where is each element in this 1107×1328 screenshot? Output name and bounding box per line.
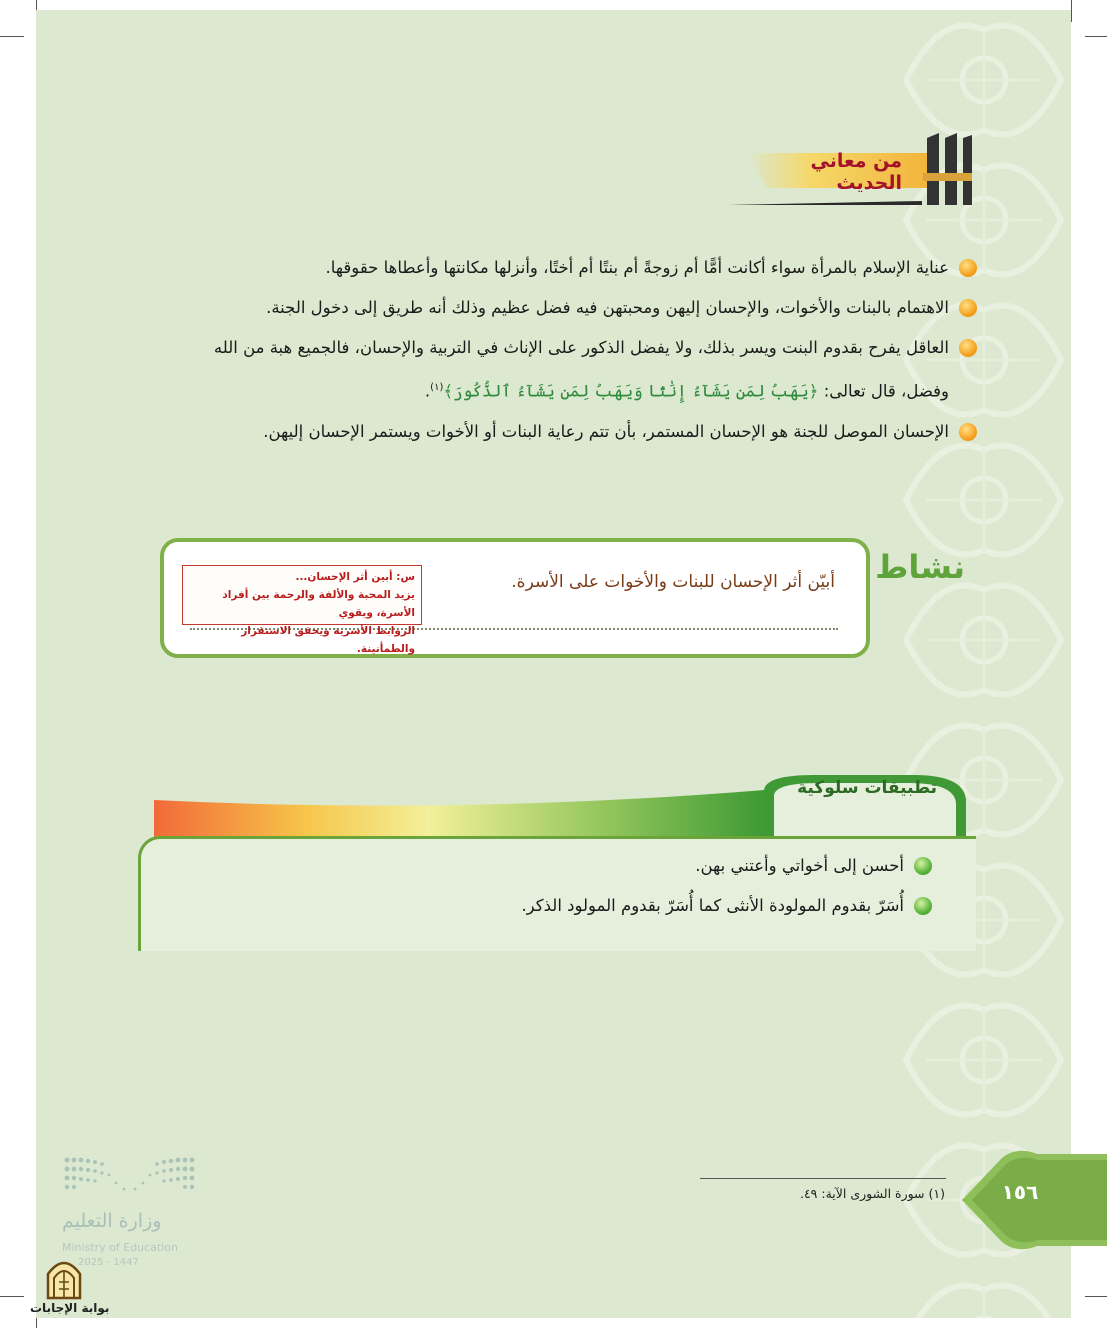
handwritten-answer (182, 565, 422, 655)
answer-line-2: الروابط الأسرية ويحقق الاستقرار والطمأنينة. (241, 625, 415, 655)
sentence-end: . (424, 381, 431, 401)
answer-line-1: يزيد المحبة والألفة والرحمة بين أفراد الأسرة، ويقوي (222, 589, 415, 619)
bullet-item (147, 412, 977, 452)
bullet-item (147, 248, 977, 288)
portal-name: بوابة الإجابات (30, 1301, 110, 1315)
green-dot-icon (914, 857, 932, 875)
orange-dot-icon (959, 299, 977, 317)
bullet-item (147, 328, 977, 368)
behavior-item (521, 893, 932, 919)
footnote-ref: (١) (430, 382, 444, 393)
footnote-divider (700, 1178, 946, 1179)
bullet-item-continuation (147, 368, 977, 412)
behavior-text: أحسن إلى أخواتي وأعتني بهن. (695, 856, 904, 875)
answer-question: س: أبين أثر الإحسان... (295, 571, 415, 583)
ministry-logo-icon (62, 1155, 197, 1195)
green-dot-icon (914, 897, 932, 915)
portal-logo-icon (44, 1256, 84, 1300)
bullet-text: العاقل يفرح بقدوم البنت ويسر بذلك، ولا يفضل الذكور على الإناث في التربية والإحسان، فالجميع هبة من الله (213, 338, 949, 357)
ministry-year: 2025 - 1447 (78, 1257, 139, 1268)
bullet-text: عناية الإسلام بالمرأة سواء أكانت أمًّا أم زوجةً أم بنتًا أم أختًا، وأنزلها مكانتها وأعطاها حقوقها. (325, 258, 949, 277)
ministry-name-english: Ministry of Education (62, 1241, 179, 1254)
activity-label: نشاط (875, 548, 965, 586)
bullet-item (147, 288, 977, 328)
ministry-name-arabic: وزارة التعليم (62, 1210, 162, 1232)
bullet-text: وفضل، قال تعالى: (823, 381, 949, 401)
bullet-list (147, 248, 977, 452)
behavior-text: أُسَرّ بقدوم المولودة الأنثى كما أُسَرّ بقدوم المولود الذكر. (521, 896, 904, 915)
page-number: ١٥٦ (1001, 1180, 1039, 1204)
behavior-title: تطبيقات سلوكية (797, 778, 937, 798)
quran-verse: ﴿يَهَبُ لِمَن يَشَآءُ إِنَٰثًا وَيَهَبُ لِمَن يَشَآءُ ٱلذُّكُورَ﴾ (443, 381, 819, 401)
orange-dot-icon (959, 259, 977, 277)
footnote: (١) سورة الشورى الآية: ٤٩. (799, 1186, 945, 1201)
bullet-text: الإحسان الموصل للجنة هو الإحسان المستمر، بأن تتم رعاية البنات أو الأخوات ويستمر الإحسان إليهن. (263, 421, 949, 441)
orange-dot-icon (959, 339, 977, 357)
activity-question: أبيّن أثر الإحسان للبنات والأخوات على الأسرة. (511, 572, 835, 592)
orange-dot-icon (959, 423, 977, 441)
bullet-text: الاهتمام بالبنات والأخوات، والإحسان إليهن ومحبتهن فيه فضل عظيم وذلك أنه طريق إلى دخول الجنة. (266, 298, 949, 317)
behavior-item (695, 853, 932, 879)
header-title: من معاني الحديث (810, 150, 902, 194)
